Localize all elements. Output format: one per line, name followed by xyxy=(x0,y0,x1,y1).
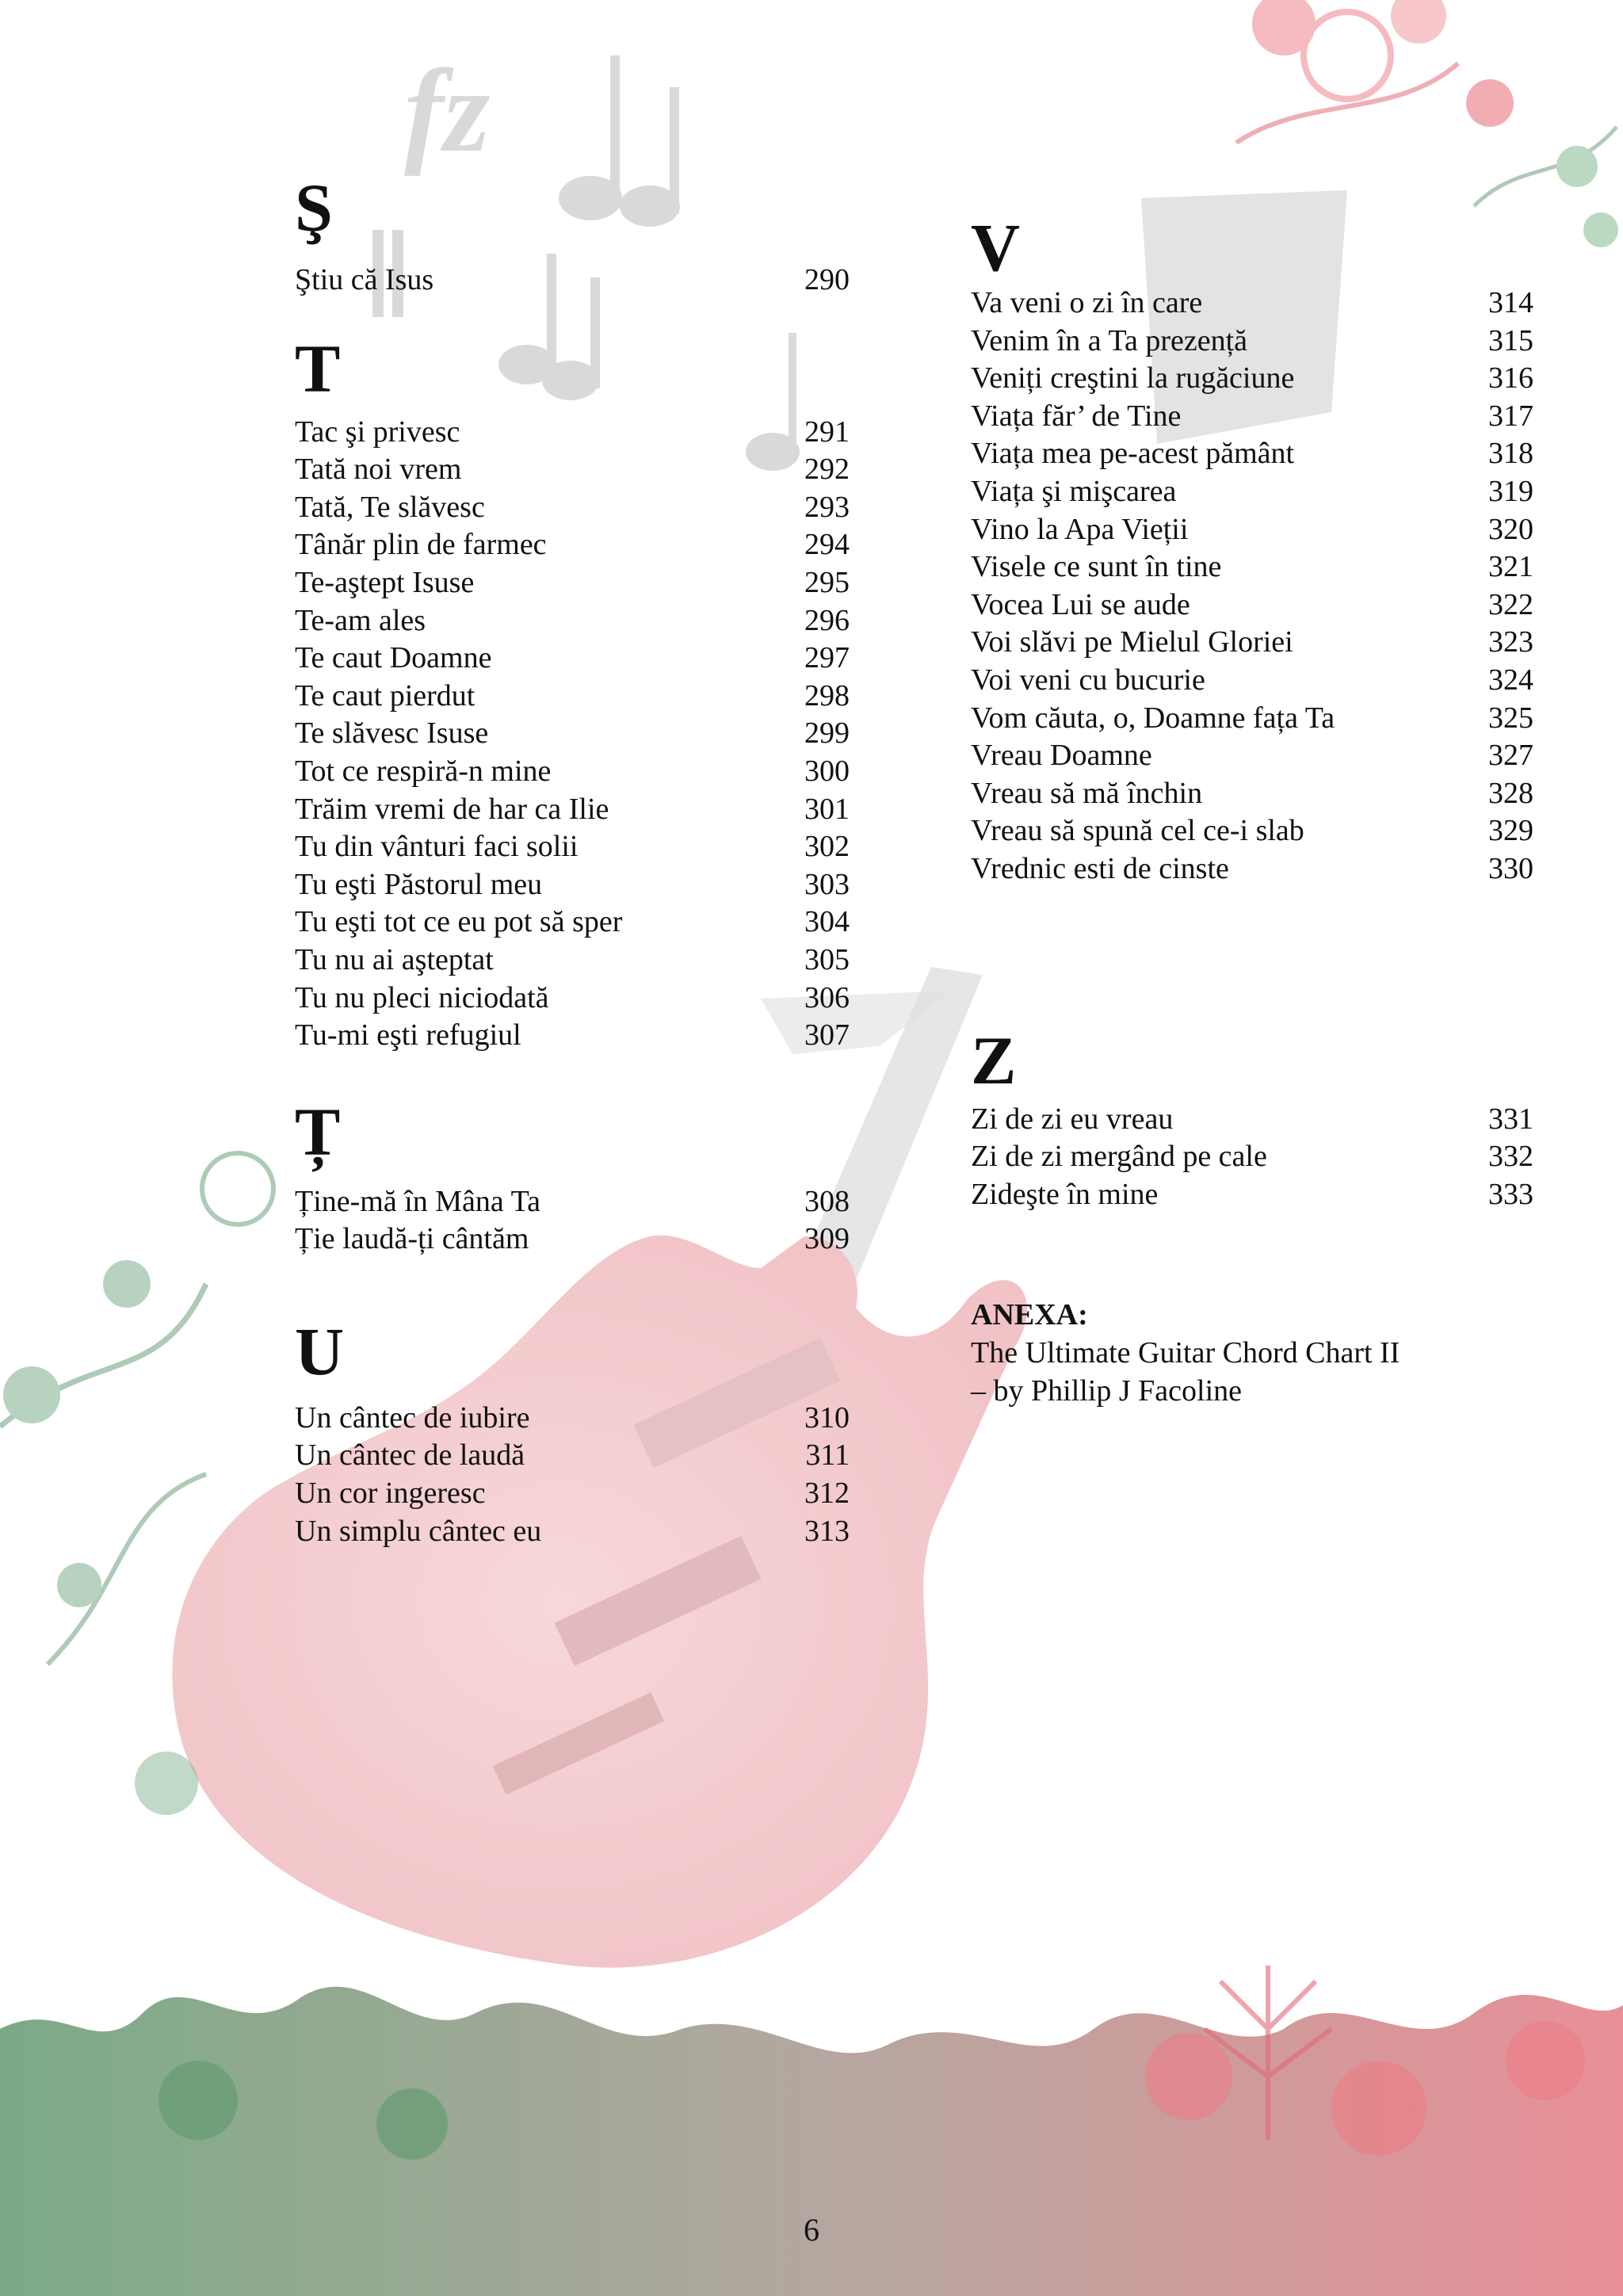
annex-heading: ANEXA: xyxy=(971,1298,1088,1331)
entry-title: Veniți creştini la rugăciune xyxy=(971,361,1295,395)
index-entry xyxy=(295,866,850,904)
entry-title: Tu nu ai aşteptat xyxy=(295,942,494,976)
index-entry xyxy=(971,323,1533,361)
index-column-right xyxy=(971,202,1533,1213)
entry-page: 300 xyxy=(804,754,850,788)
index-entry xyxy=(295,526,850,564)
entry-page: 290 xyxy=(804,263,850,296)
index-entry xyxy=(295,1437,850,1475)
index-entry xyxy=(295,602,850,640)
entry-page: 302 xyxy=(804,830,850,864)
entry-page: 333 xyxy=(1488,1177,1533,1211)
index-entry xyxy=(295,980,850,1018)
index-entry xyxy=(971,737,1533,775)
entry-title: Ştiu că Isus xyxy=(295,263,434,296)
section-s-cedilla xyxy=(295,162,850,300)
entry-page: 305 xyxy=(804,942,850,976)
index-entry xyxy=(295,1513,850,1551)
section-t xyxy=(295,323,850,1055)
index-entry xyxy=(295,1221,850,1259)
entry-page: 313 xyxy=(804,1514,850,1548)
entry-title: Trăim vremi de har ca Ilie xyxy=(295,792,609,826)
index-entry xyxy=(971,1101,1533,1139)
index-entry xyxy=(295,904,850,942)
entry-page: 323 xyxy=(1488,625,1533,659)
entry-title: Te slăvesc Isuse xyxy=(295,716,489,751)
entry-title: Tot ce respiră-n mine xyxy=(295,754,552,788)
section-letter: T xyxy=(295,330,341,407)
index-entry xyxy=(295,640,850,678)
entry-title: Te-aştept Isuse xyxy=(295,565,475,599)
entry-title: Vreau să mă închin xyxy=(971,776,1203,810)
entry-title: Un cântec de iubire xyxy=(295,1400,530,1435)
index-entry xyxy=(971,435,1533,473)
entry-page: 308 xyxy=(804,1184,850,1218)
index-entry xyxy=(295,715,850,753)
annex-line: – by Phillip J Facoline xyxy=(971,1374,1242,1408)
section-letter: Ş xyxy=(295,170,333,246)
index-entry xyxy=(971,1176,1533,1214)
index-entry xyxy=(971,850,1533,888)
entry-title: Va veni o zi în care xyxy=(971,286,1203,319)
entry-page: 328 xyxy=(1488,776,1533,810)
index-entry xyxy=(971,398,1533,436)
entry-title: Tânăr plin de farmec xyxy=(295,528,547,562)
index-entry xyxy=(971,360,1533,398)
index-entry xyxy=(295,828,850,866)
entry-page: 324 xyxy=(1488,663,1533,697)
entry-title: Voi slăvi pe Mielul Gloriei xyxy=(971,625,1293,659)
entry-title: Tu eşti tot ce eu pot să sper xyxy=(295,905,623,939)
entry-title: Te-am ales xyxy=(295,603,426,637)
index-entry xyxy=(295,1183,850,1221)
entry-page: 293 xyxy=(804,490,850,524)
entry-page: 298 xyxy=(804,678,850,712)
entry-page: 307 xyxy=(804,1018,850,1052)
entry-title: Ție laudă-ți cântăm xyxy=(295,1222,529,1256)
index-entry xyxy=(295,1475,850,1513)
index-entry xyxy=(295,414,850,452)
entry-page: 303 xyxy=(804,867,850,901)
entry-title: Vreau să spună cel ce-i slab xyxy=(971,814,1304,848)
index-entry xyxy=(295,1017,850,1055)
entry-page: 311 xyxy=(805,1438,850,1473)
index-entry xyxy=(971,624,1533,662)
index-entry xyxy=(295,489,850,527)
entry-title: Vreau Doamne xyxy=(971,739,1152,773)
entry-page: 316 xyxy=(1488,361,1533,395)
entry-page: 295 xyxy=(804,565,850,599)
entry-title: Vom căuta, o, Doamne fața Ta xyxy=(971,701,1335,735)
entry-page: 294 xyxy=(804,528,850,562)
entry-page: 320 xyxy=(1488,512,1533,546)
entry-page: 331 xyxy=(1488,1102,1533,1136)
entry-title: Tu eşti Păstorul meu xyxy=(295,867,543,901)
index-entry xyxy=(295,1400,850,1438)
entry-title: Tu nu pleci niciodată xyxy=(295,980,549,1014)
index-entry xyxy=(295,262,850,300)
index-entry xyxy=(295,942,850,980)
entry-page: 299 xyxy=(804,716,850,751)
entry-title: Zi de zi mergând pe cale xyxy=(971,1140,1267,1174)
entry-page: 312 xyxy=(804,1477,850,1511)
entry-page: 301 xyxy=(804,792,850,826)
entry-title: Zideşte în mine xyxy=(971,1177,1159,1211)
index-entry xyxy=(295,564,850,602)
page-number: 6 xyxy=(804,2212,819,2248)
entry-title: Tu-mi eşti refugiul xyxy=(295,1018,521,1052)
entry-title: Vino la Apa Vieții xyxy=(971,512,1189,546)
entry-title: Vocea Lui se aude xyxy=(971,587,1190,621)
entry-title: Tac şi privesc xyxy=(295,415,460,449)
entry-title: Te caut pierdut xyxy=(295,678,475,712)
index-entry xyxy=(295,678,850,716)
entry-page: 296 xyxy=(804,603,850,637)
index-entry xyxy=(971,586,1533,625)
entry-page: 304 xyxy=(804,905,850,939)
entry-page: 319 xyxy=(1488,474,1533,508)
entry-title: Viața mea pe-acest pământ xyxy=(971,437,1295,471)
entry-page: 318 xyxy=(1488,437,1533,471)
entry-title: Un cântec de laudă xyxy=(295,1438,525,1473)
entry-title: Tu din vânturi faci solii xyxy=(295,830,579,864)
entry-page: 321 xyxy=(1488,550,1533,584)
entry-page: 322 xyxy=(1488,587,1533,621)
index-entry xyxy=(971,1138,1533,1176)
entry-page: 317 xyxy=(1488,399,1533,433)
index-entry xyxy=(295,451,850,489)
section-z xyxy=(971,1015,1533,1214)
section-u xyxy=(295,1306,850,1550)
index-entry xyxy=(971,812,1533,850)
entry-page: 315 xyxy=(1488,323,1533,357)
entry-title: Tată, Te slăvesc xyxy=(295,490,485,524)
entry-title: Un cor ingeresc xyxy=(295,1477,486,1511)
index-entry xyxy=(971,700,1533,738)
entry-title: Te caut Doamne xyxy=(295,641,492,675)
entry-page: 291 xyxy=(804,415,850,449)
section-t-comma xyxy=(295,1087,850,1259)
entry-title: Tată noi vrem xyxy=(295,453,462,487)
entry-page: 325 xyxy=(1488,701,1533,735)
index-entry xyxy=(971,662,1533,700)
index-entry xyxy=(971,285,1533,323)
entry-page: 310 xyxy=(804,1400,850,1435)
section-v xyxy=(971,202,1533,888)
entry-page: 297 xyxy=(804,641,850,675)
fz-marking: fz xyxy=(404,45,491,177)
section-letter: U xyxy=(295,1312,345,1389)
entry-title: Viața şi mişcarea xyxy=(971,474,1177,508)
entry-page: 329 xyxy=(1488,814,1533,848)
entry-title: Visele ce sunt în tine xyxy=(971,550,1222,584)
entry-title: Viața făr’ de Tine xyxy=(971,399,1182,433)
entry-page: 332 xyxy=(1488,1140,1533,1174)
annex-note xyxy=(971,1296,1533,1410)
index-entry xyxy=(295,753,850,791)
index-entry xyxy=(971,473,1533,511)
entry-title: Ține-mă în Mâna Ta xyxy=(295,1184,541,1218)
entry-page: 309 xyxy=(804,1222,850,1256)
section-letter: Z xyxy=(971,1022,1017,1098)
section-letter: Ț xyxy=(295,1093,341,1170)
index-entry xyxy=(971,511,1533,549)
index-entry xyxy=(971,775,1533,813)
index-column-left xyxy=(295,162,850,1550)
entry-page: 292 xyxy=(804,453,850,487)
annex-line: The Ultimate Guitar Chord Chart II xyxy=(971,1336,1400,1370)
entry-title: Zi de zi eu vreau xyxy=(971,1102,1174,1136)
index-entry xyxy=(295,791,850,829)
entry-title: Un simplu cântec eu xyxy=(295,1514,542,1548)
entry-title: Voi veni cu bucurie xyxy=(971,663,1205,697)
section-letter: V xyxy=(971,209,1021,285)
entry-page: 327 xyxy=(1488,739,1533,773)
entry-page: 330 xyxy=(1488,851,1533,885)
entry-page: 314 xyxy=(1488,286,1533,319)
entry-title: Venim în a Ta prezență xyxy=(971,323,1248,357)
index-entry xyxy=(971,548,1533,586)
entry-page: 306 xyxy=(804,980,850,1014)
entry-title: Vrednic esti de cinste xyxy=(971,851,1229,885)
